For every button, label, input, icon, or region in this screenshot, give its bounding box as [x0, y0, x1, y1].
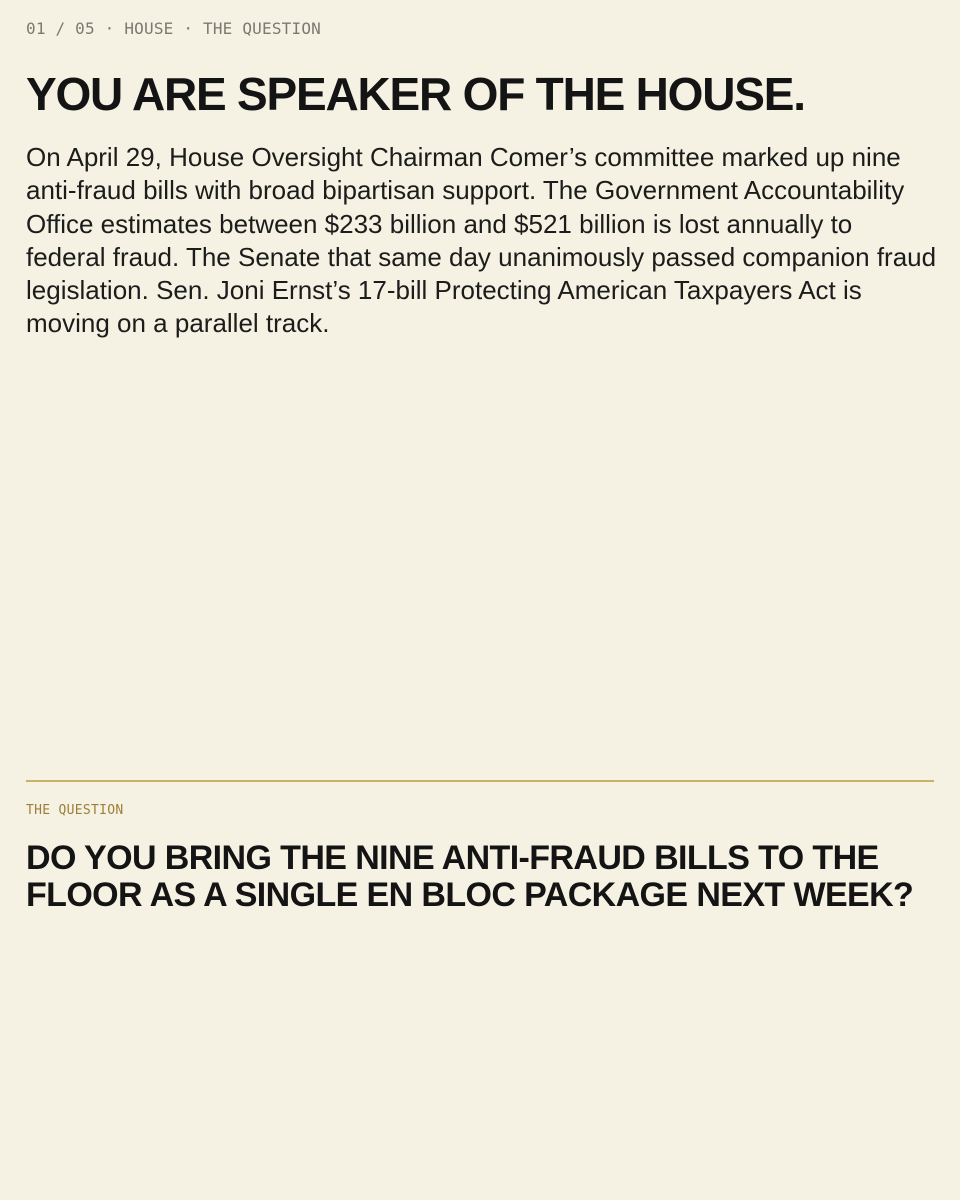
page-title: YOU ARE SPEAKER OF THE HOUSE.: [26, 68, 805, 120]
question-heading: DO YOU BRING THE NINE ANTI-FRAUD BILLS TO THE FLOOR AS A SINGLE EN BLOC PACKAGE NEXT WEEK?: [26, 839, 914, 914]
section-divider: [26, 780, 934, 782]
body-paragraph: On April 29, House Oversight Chairman Comer’s committee marked up nine anti-fraud bills with broad bipartisan support. The Government Accountability Office estimates between $233 billion and $521 billion is lost annually to federal fraud. The Senate that same day unanimously passed companion fraud legislation. Sen. Joni Ernst’s 17-bill Protecting American Taxpayers Act is moving on a parallel track.: [26, 142, 937, 339]
question-label: THE QUESTION: [26, 803, 124, 818]
slide-kicker: 01 / 05 · HOUSE · THE QUESTION: [26, 19, 321, 38]
